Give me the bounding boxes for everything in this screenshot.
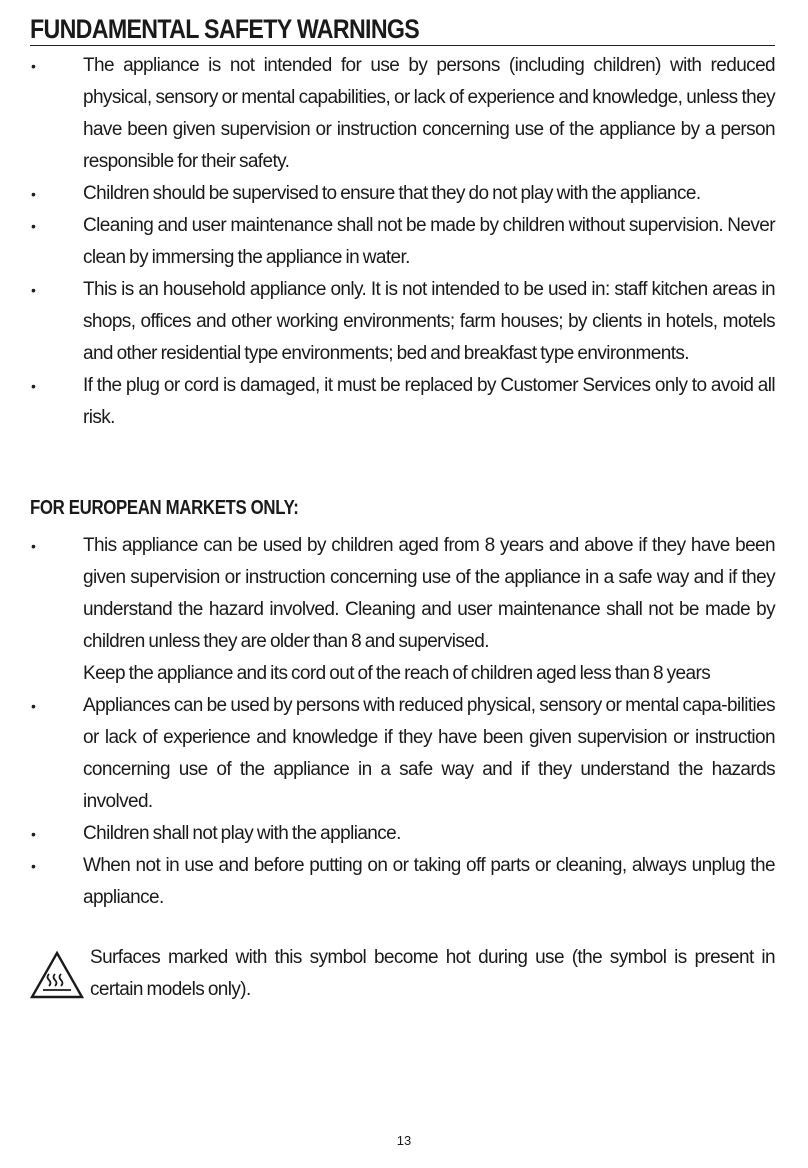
bullet: • <box>31 186 36 202</box>
list-item <box>0 210 775 274</box>
warning-text: The appliance is not intended for use by persons (including children) with reduced physical, sensory or mental capabilities, or lack of experience and knowledge, unless they have been given supervision or instruction concerning use of the appliance by a person responsible for their safety. <box>83 55 775 172</box>
bullet: • <box>31 58 36 74</box>
bullet: • <box>31 698 36 714</box>
warning-text: Cleaning and user maintenance shall not be made by children without supervision. Never clean by immersing the appliance in water. <box>83 215 775 268</box>
hot-surface-notice <box>30 942 775 1012</box>
list-item <box>0 690 775 818</box>
warning-text: When not in use and before putting on or taking off parts or cleaning, always unplug the appliance. <box>83 855 775 908</box>
list-item <box>0 850 775 914</box>
title-underline <box>30 45 775 46</box>
list-item <box>0 50 775 178</box>
warning-text: Children should be supervised to ensure that they do not play with the appliance. <box>83 183 701 204</box>
warning-text: Children shall not play with the appliance. <box>83 823 401 844</box>
bullet: • <box>31 378 36 394</box>
general-warnings-list <box>0 50 775 434</box>
list-item <box>0 818 775 850</box>
bullet: • <box>31 538 36 554</box>
list-item <box>0 178 775 210</box>
bullet: • <box>31 826 36 842</box>
page-title: FUNDAMENTAL SAFETY WARNINGS <box>30 14 420 44</box>
european-warnings-list <box>0 530 775 914</box>
list-item <box>0 370 775 434</box>
warning-text: This is an household appliance only. It is not intended to be used in: staff kitchen areas in shops, offices and other working environments; farm houses; by clients in hotels, motels and other residential type environments; bed and breakfast type environments. <box>83 279 775 364</box>
bullet: • <box>31 858 36 874</box>
warning-text: Appliances can be used by persons with reduced physical, sensory or mental capa-bilities or lack of experience and knowledge if they have been given supervision or instruction concerning use of the appliance in a safe way and if they understand the hazards involved. <box>83 695 775 812</box>
hot-surface-icon <box>30 950 84 1000</box>
warning-text-continued: Keep the appliance and its cord out of the reach of children aged less than 8 years <box>83 663 711 684</box>
warning-text: If the plug or cord is damaged, it must be replaced by Customer Services only to avoid all risk. <box>83 375 775 428</box>
warning-text: This appliance can be used by children aged from 8 years and above if they have been given supervision or instruction concerning use of the appliance in a safe way and if they understand the hazard involved. Cleaning and user maintenance shall not be made by children unless they are older than 8 and supervised. <box>83 535 775 652</box>
list-item <box>0 274 775 370</box>
hot-surface-text: Surfaces marked with this symbol become hot during use (the symbol is present in certain models only). <box>90 947 775 1000</box>
page-number: 13 <box>396 1133 412 1148</box>
bullet: • <box>31 218 36 234</box>
european-markets-heading: FOR EUROPEAN MARKETS ONLY: <box>30 497 299 519</box>
list-item <box>0 530 775 690</box>
bullet: • <box>31 282 36 298</box>
